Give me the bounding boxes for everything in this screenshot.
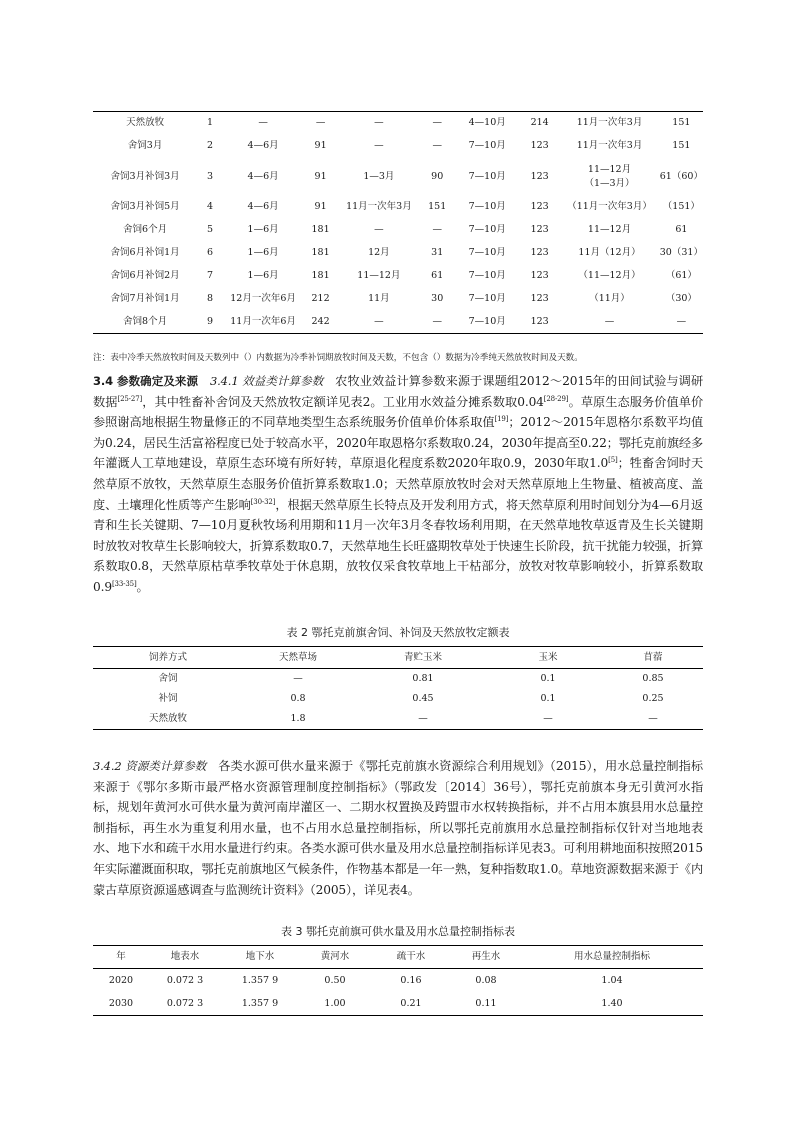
- table-cell: 舍饲8个月: [93, 311, 197, 334]
- table-row: [93, 689, 703, 709]
- table-cell: 1—6月: [247, 247, 279, 258]
- table-cell: —: [420, 311, 454, 334]
- paragraph-text: ；牲畜舍饲时天然草原不放牧，天然草原生态服务价值折算系数取1.0；天然草原放牧时会对天然草原地上生物量、植被高度、盖度、土壤理化性质等产生影响: [93, 456, 703, 512]
- table-row: [93, 196, 703, 219]
- table-cell: 1.40: [521, 992, 703, 1016]
- table-cell: 151: [428, 201, 447, 212]
- table-cell: 4—6月: [247, 201, 279, 212]
- table-cell: 31: [431, 247, 444, 258]
- table-3-caption: 表 3 鄂托克前旗可供水量及用水总量控制指标表: [281, 925, 515, 938]
- table-cell: 123: [530, 170, 549, 182]
- table-cell: —: [559, 311, 659, 334]
- paragraph-text: ，其中牲畜补舍饲及天然放牧定额详见表2。工业用水效益分摊系数取0.04: [142, 394, 544, 409]
- table-cell: 舍饲3月: [127, 140, 163, 151]
- table-cell: —: [603, 709, 703, 730]
- table-header-row: [93, 647, 703, 669]
- table-cell: 1.357 9: [221, 992, 299, 1016]
- paragraph-text: 各类水源可供水量来源于《鄂托克前旗水资源综合利用规划》（2015），用水总量控制指标来源于《鄂尔多斯市最严格水资源管理制度控制指标》（鄂政发〔2014〕36号），鄂托克前旗本身无引黄河水指标，规划年黄河水可供水量为黄河南岸灌区一、二期水权置换及跨盟市水权转换指标，并不占用本旗县用水总量控制指标，再生水为重复利用水量，也不占用水总量控制指标，所以鄂托克前旗用水总量控制指标仅针对当地地表水、地下水和疏干水用水量进行约束。各类水源可供水量及用水总量控制指标详见表3。可利用耕地面积按照2015年实际灌溉面积取，鄂托克前旗地区气候条件，作物基本都是一年一熟，复种指数取1.0。草地资源数据来源于《内蒙古草原资源遥感调查与监测统计资料》（2005），详见表4。: [93, 759, 703, 897]
- table-cell: 61: [431, 270, 444, 281]
- table-row: [93, 669, 703, 690]
- column-header: 苜蓿: [603, 647, 703, 669]
- livestock-grazing-schedule-table: [93, 111, 703, 334]
- table-cell: —: [293, 673, 303, 684]
- table-cell: 123: [530, 247, 549, 258]
- citation: [5]: [608, 456, 618, 465]
- table-cell: 0.45: [412, 693, 434, 704]
- table-cell: 2: [206, 140, 213, 151]
- table-2-caption: 表 2 鄂托克前旗舍饲、补饲及天然放牧定额表: [286, 626, 510, 639]
- paragraph-text: ；2012～2015年恩格尔系数平均值为0.24，居民生活富裕程度已处于较高水平，2020年取恩格尔系数取0.24，2030年提高至0.22；鄂托克前旗经多年灌溉人工草地建设，草原生态环境有所好转，草原退化程度系数2020年取0.9，2030年取1.0: [93, 415, 703, 471]
- column-header: 玉米: [493, 647, 603, 669]
- table-cell: 0.1: [540, 673, 556, 684]
- table-cell: 7—10月: [468, 270, 506, 281]
- table-cell: 11月一次年3月: [559, 112, 659, 135]
- citation: [25-27]: [117, 394, 143, 403]
- table-cell: —: [660, 311, 703, 334]
- table-cell: 4—10月: [454, 112, 520, 135]
- table-cell: 123: [530, 140, 549, 151]
- table-cell: 7—10月: [468, 140, 506, 151]
- table-row: [93, 135, 703, 158]
- table-cell: 0.16: [400, 974, 422, 986]
- paragraph-text: 农牧业效益计算参数来源于课题组2012～2015年的田间试验与调研数据: [93, 374, 703, 409]
- table-cell: 11月一次年3月: [346, 201, 412, 212]
- table-cell: 1.00: [299, 992, 371, 1016]
- table-cell: 123: [530, 293, 549, 304]
- column-header: 饲养方式: [93, 647, 243, 669]
- table-cell: 1—6月: [247, 224, 279, 235]
- table-cell: 11—12月: [357, 270, 401, 281]
- column-header: 青贮玉米: [353, 647, 493, 669]
- table-cell: 7—10月: [468, 293, 506, 304]
- column-header: 年: [93, 946, 149, 969]
- table-cell: —: [432, 224, 442, 235]
- table-note: 注：表中冷季天然放牧时间及天数列中（）内数据为冷季补饲期放牧时间及天数，不包含（）数据为冷季纯天然放牧时间及天数。: [93, 353, 583, 363]
- subsection-heading: 3.4.2 资源类计算参数: [93, 759, 207, 773]
- section-heading: 3.4 参数确定及来源: [93, 374, 199, 388]
- table-cell: 舍饲3月补饲3月: [110, 170, 180, 182]
- table-cell: 6: [206, 247, 213, 258]
- table-cell: 2030: [93, 992, 149, 1016]
- paragraph-text: 。草原生态服务价值单价参照谢高地根据生物量修正的不同草地类型生态系统服务价值单价体系取值: [93, 394, 703, 430]
- table-cell: 30: [431, 293, 444, 304]
- column-header: 再生水: [451, 946, 521, 969]
- table-cell: 90: [431, 170, 444, 182]
- table-cell: 11—12月 （1—3月）: [584, 163, 635, 189]
- table-cell: 123: [530, 224, 549, 235]
- table-cell: 9: [197, 311, 223, 334]
- table-cell: 7—10月: [468, 201, 506, 212]
- table-cell: 181: [311, 247, 330, 258]
- table-cell: 0.08: [475, 974, 497, 986]
- table-row: [93, 242, 703, 265]
- section-3-4-paragraph: [93, 371, 703, 598]
- table-cell: 4—6月: [247, 140, 279, 151]
- column-header: 地下水: [221, 946, 299, 969]
- table-cell: 7—10月: [468, 224, 506, 235]
- table-row: [93, 288, 703, 311]
- table-cell: 舍饲: [158, 673, 178, 684]
- table-cell: 1—3月: [363, 170, 395, 182]
- table-cell: 0.50: [324, 974, 346, 986]
- column-header: 疏干水: [371, 946, 451, 969]
- table-cell: 0.21: [371, 992, 451, 1016]
- table-cell: 舍饲6月补饲1月: [110, 247, 180, 258]
- subsection-heading: 3.4.1 效益类计算参数: [209, 374, 324, 388]
- water-supply-table: [93, 945, 703, 1016]
- table-row: [93, 992, 703, 1016]
- table-cell: 1.04: [601, 974, 623, 986]
- table-cell: —: [432, 140, 442, 151]
- table-cell: 7—10月: [454, 311, 520, 334]
- table-cell: 0.25: [642, 693, 664, 704]
- table-row: [93, 969, 703, 993]
- table-cell: 11—12月: [587, 224, 632, 235]
- table-cell: （30）: [665, 293, 697, 304]
- table-cell: （11月）: [589, 293, 630, 304]
- table-cell: 11月: [368, 293, 390, 304]
- table-cell: —: [493, 709, 603, 730]
- table-cell: 0.81: [412, 673, 434, 684]
- table-cell: （11—12月）: [578, 270, 641, 281]
- table-cell: 补饲: [158, 693, 178, 704]
- table-cell: 0.11: [451, 992, 521, 1016]
- table-cell: 61: [675, 224, 688, 235]
- table-cell: （11月一次年3月）: [567, 201, 652, 212]
- table-cell: 214: [520, 112, 559, 135]
- table-cell: 0.8: [290, 693, 306, 704]
- table-cell: 舍饲6个月: [123, 224, 168, 235]
- table-cell: 242: [303, 311, 337, 334]
- table-cell: 91: [314, 170, 327, 182]
- table-cell: 舍饲6月补饲2月: [110, 270, 180, 281]
- table-cell: —: [353, 709, 493, 730]
- table-cell: 91: [314, 201, 327, 212]
- citation: [30-32]: [250, 497, 276, 506]
- table-cell: 11月一次年3月: [576, 140, 643, 151]
- table-cell: 天然放牧: [93, 709, 243, 730]
- column-header: 天然草场: [243, 647, 353, 669]
- citation: [28-29]: [543, 394, 569, 403]
- table-cell: 12月: [368, 247, 390, 258]
- table-cell: 30（31）: [659, 247, 703, 258]
- section-3-4-2-paragraph: [93, 756, 703, 900]
- table-cell: 1—6月: [247, 270, 279, 281]
- table-cell: 151: [672, 140, 691, 151]
- table-cell: 2020: [108, 974, 134, 986]
- table-cell: —: [420, 112, 454, 135]
- table-cell: 1.357 9: [241, 974, 279, 986]
- table-cell: 5: [206, 224, 213, 235]
- table-cell: 91: [314, 140, 327, 151]
- table-cell: 123: [530, 201, 549, 212]
- paragraph-text: ，根据天然草原生长特点及开发利用方式，将天然草原利用时间划分为4—6月返青和生长关键期、7—10月夏秋牧场利用期和11月一次年3月冬春牧场利用期，在天然草地牧草返青及生长关键期时放牧对牧草生长影响较大，折算系数取0.7，天然草地生长旺盛期牧草处于快速生长阶段，抗干扰能力较强，折算系数取0.8，天然草原枯草季牧草处于休息期，放牧仅采食牧草地上干枯部分，放牧对牧草影响较小，折算系数取0.9: [93, 497, 703, 594]
- paragraph-text: 。: [136, 579, 149, 594]
- table-cell: 7—10月: [468, 247, 506, 258]
- table-cell: 舍饲7月补饲1月: [110, 293, 180, 304]
- table-row: [93, 219, 703, 242]
- table-cell: 7: [206, 270, 213, 281]
- table-cell: 181: [311, 270, 330, 281]
- table-cell: （61）: [665, 270, 697, 281]
- table-cell: 0.072 3: [166, 974, 204, 986]
- table-cell: —: [223, 112, 304, 135]
- table-row: [93, 112, 703, 135]
- table-cell: 123: [530, 270, 549, 281]
- table-cell: 11月一次年6月: [223, 311, 304, 334]
- table-cell: 12月一次年6月: [230, 293, 296, 304]
- table-cell: 1.8: [243, 709, 353, 730]
- table-cell: 1: [197, 112, 223, 135]
- table-cell: —: [374, 224, 384, 235]
- table-cell: 151: [660, 112, 703, 135]
- table-cell: —: [303, 112, 337, 135]
- table-cell: 7—10月: [468, 170, 506, 182]
- table-cell: —: [374, 140, 384, 151]
- table-cell: 舍饲3月补饲5月: [110, 201, 180, 212]
- table-cell: —: [338, 311, 420, 334]
- table-cell: 123: [520, 311, 559, 334]
- table-row: [93, 709, 703, 730]
- table-cell: 4—6月: [247, 170, 279, 182]
- table-cell: 8: [206, 293, 213, 304]
- citation: [19]: [494, 415, 509, 424]
- table-cell: 4: [206, 201, 213, 212]
- table-cell: 181: [311, 224, 330, 235]
- table-row: [93, 158, 703, 196]
- table-cell: （151）: [662, 201, 700, 212]
- table-cell: 3: [206, 170, 213, 182]
- citation: [33-35]: [111, 579, 137, 588]
- column-header: 用水总量控制指标: [521, 946, 703, 969]
- table-cell: 11月（12月）: [578, 247, 641, 258]
- table-row: [93, 265, 703, 288]
- table-cell: 0.072 3: [149, 992, 221, 1016]
- table-row: [93, 311, 703, 334]
- table-cell: —: [338, 112, 420, 135]
- table-cell: 61（60）: [659, 170, 703, 182]
- table-cell: 212: [311, 293, 330, 304]
- table-header-row: [93, 946, 703, 969]
- feeding-quota-table: [93, 646, 703, 730]
- table-cell: 天然放牧: [93, 112, 197, 135]
- table-cell: 0.1: [540, 693, 556, 704]
- column-header: 黄河水: [299, 946, 371, 969]
- column-header: 地表水: [149, 946, 221, 969]
- table-cell: 0.85: [642, 673, 664, 684]
